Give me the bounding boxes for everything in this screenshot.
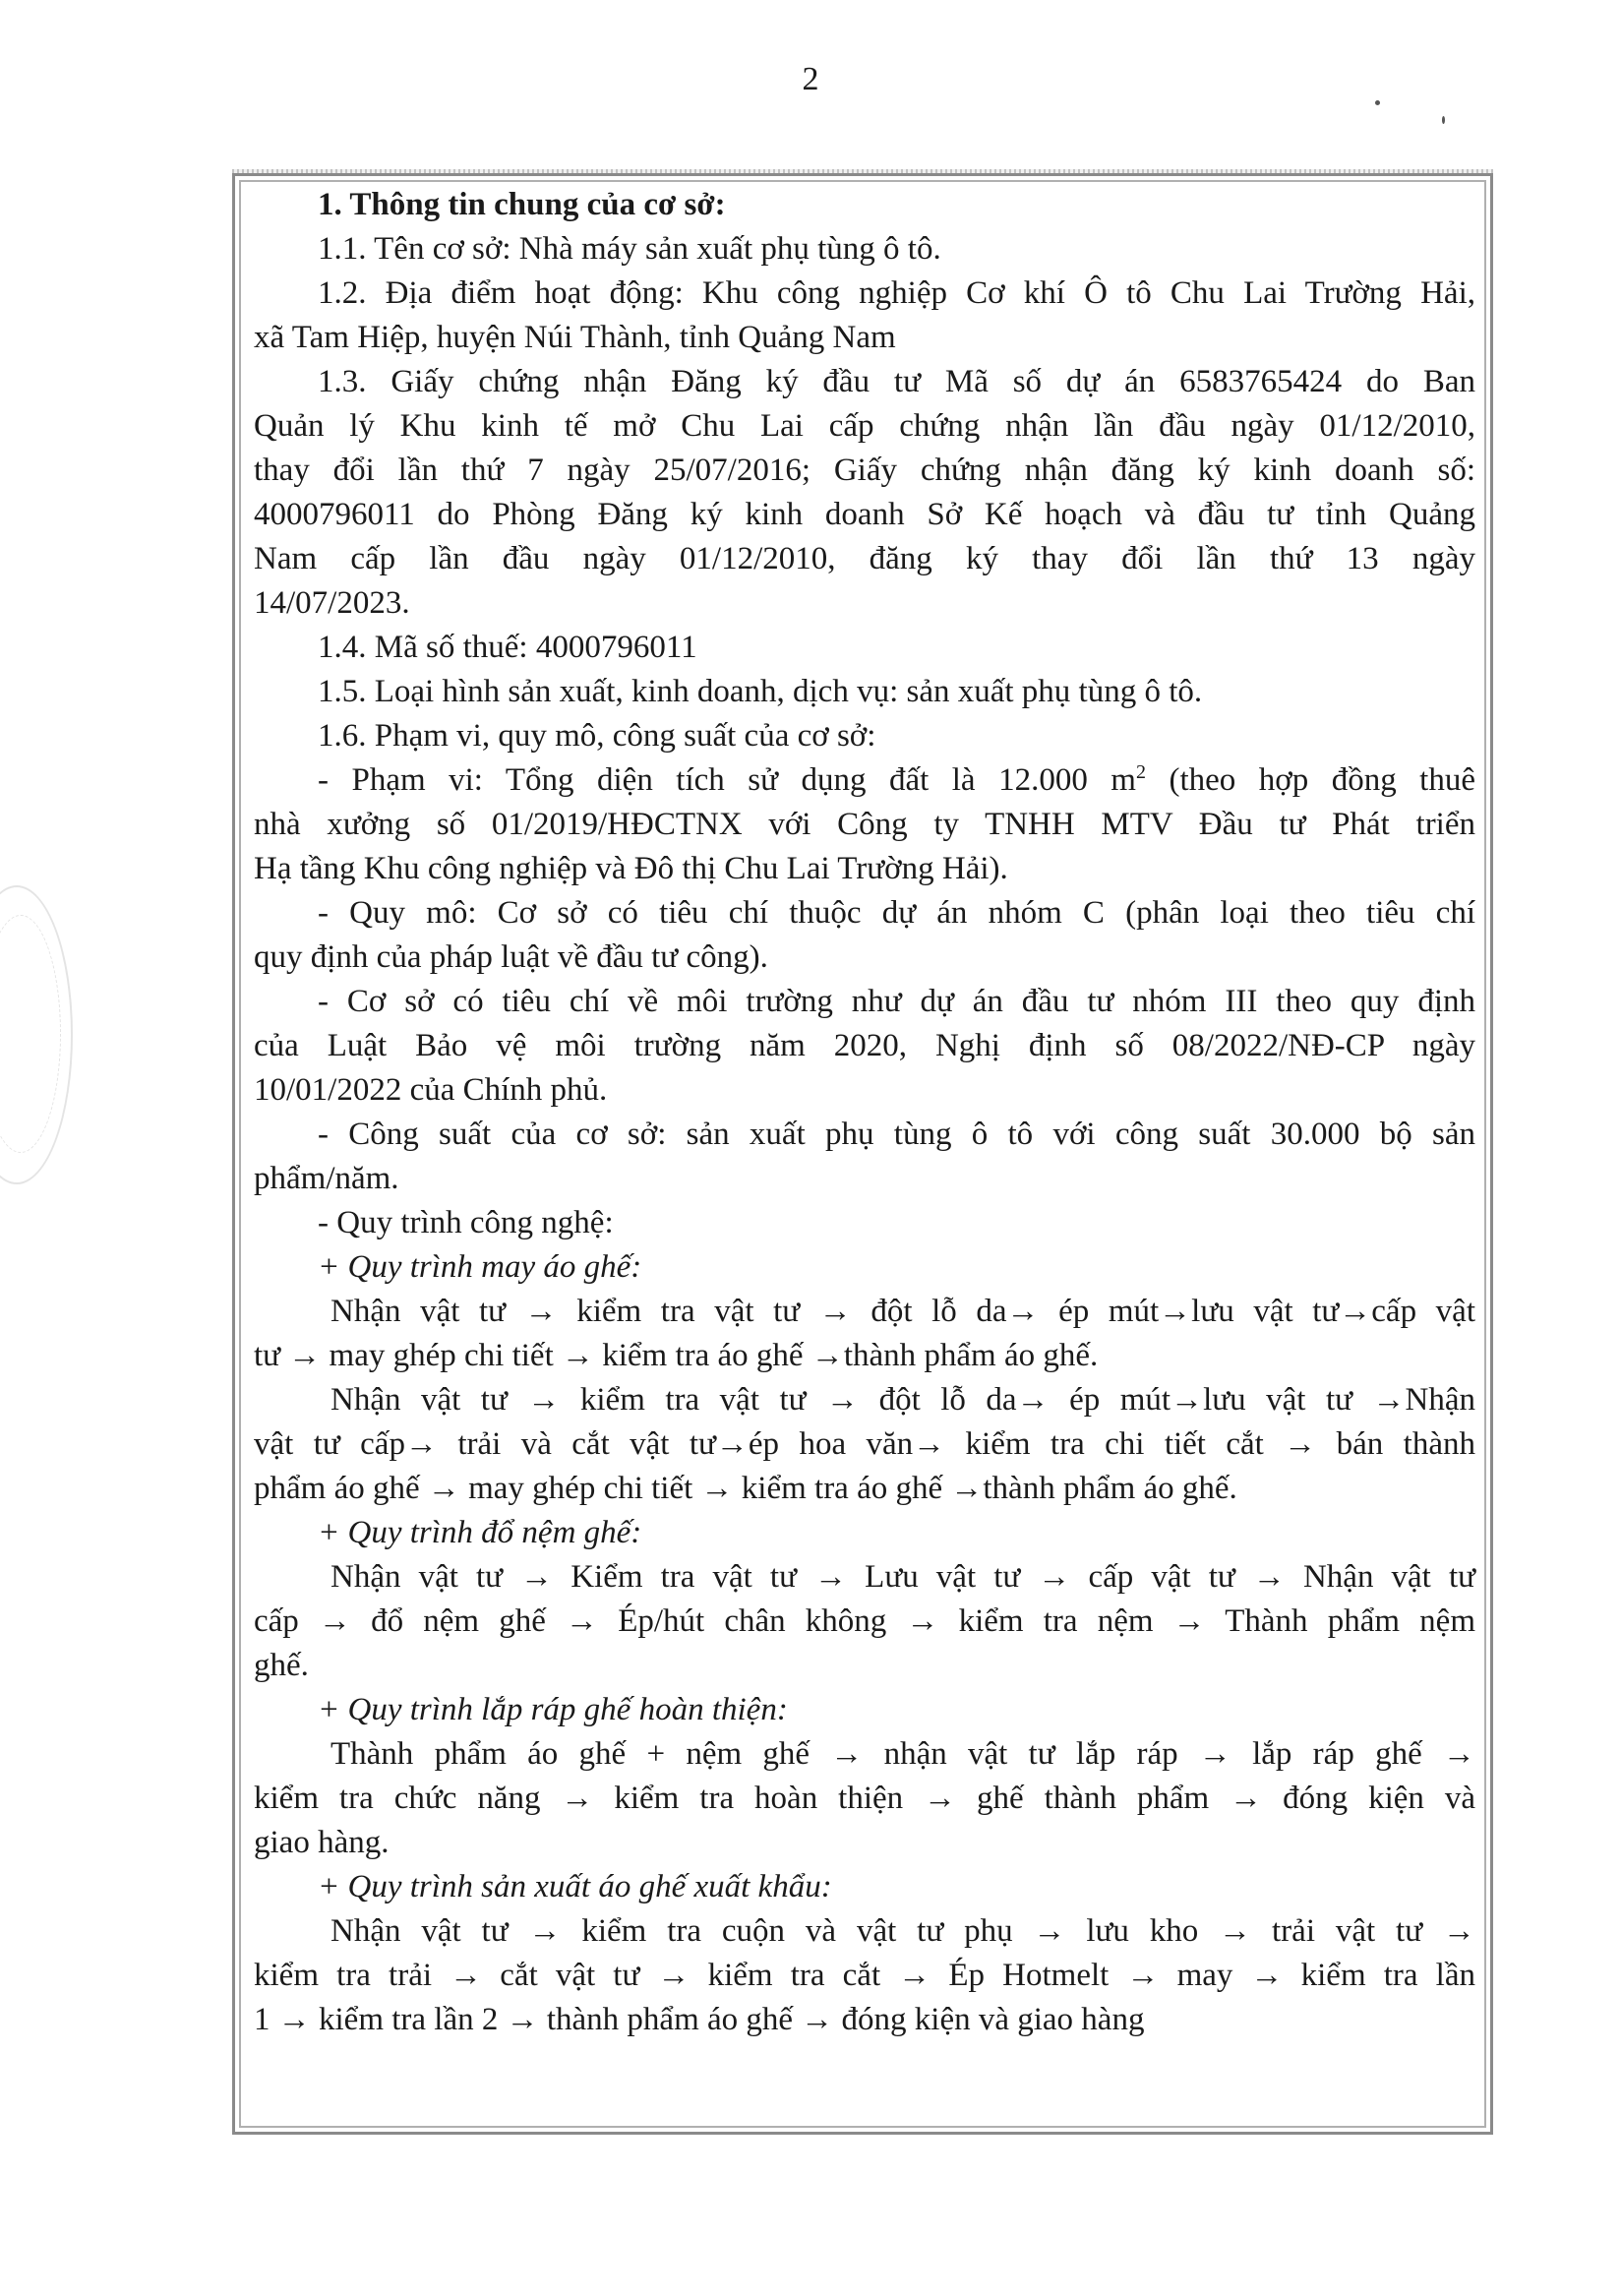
scan-speck: [1375, 100, 1380, 105]
text-line: phẩm áo ghế → may ghép chi tiết → kiểm tra áo ghế →thành phẩm áo ghế.: [254, 1471, 1237, 1506]
text-line: phẩm/năm.: [254, 1161, 399, 1196]
scan-speck: [1442, 116, 1445, 124]
text-line: Hạ tầng Khu công nghiệp và Đô thị Chu Lai Trường Hải).: [254, 851, 1008, 886]
text-line: của Luật Bảo vệ môi trường năm 2020, Nghị định số 08/2022/NĐ-CP ngày: [254, 1028, 1475, 1063]
scope-superscript: 2: [1135, 761, 1146, 783]
text-line: + Quy trình lắp ráp ghế hoàn thiện:: [318, 1692, 788, 1727]
text-line: vật tư cấp→ trải và cắt vật tư→ép hoa văn→ kiểm tra chi tiết cắt → bán thành: [254, 1426, 1475, 1462]
text-line: giao hàng.: [254, 1825, 390, 1860]
text-line: 10/01/2022 của Chính phủ.: [254, 1072, 608, 1108]
text-line: 1.2. Địa điểm hoạt động: Khu công nghiệp Cơ khí Ô tô Chu Lai Trường Hải,: [318, 275, 1475, 311]
text-line: tư → may ghép chi tiết → kiểm tra áo ghế →thành phẩm áo ghế.: [254, 1338, 1099, 1373]
text-line: 1.4. Mã số thuế: 4000796011: [318, 630, 697, 665]
text-line: Nhận vật tư → kiểm tra vật tư → đột lỗ da→ ép mút→lưu vật tư→cấp vật: [330, 1294, 1475, 1329]
section-heading: 1. Thông tin chung của cơ sở:: [318, 187, 726, 222]
text-line: 14/07/2023.: [254, 585, 410, 621]
text-line: Nhận vật tư → kiểm tra cuộn và vật tư phụ → lưu kho → trải vật tư →: [330, 1913, 1475, 1949]
text-line: nhà xưởng số 01/2019/HĐCTNX với Công ty TNHH MTV Đầu tư Phát triển: [254, 807, 1475, 842]
text-line: - Quy mô: Cơ sở có tiêu chí thuộc dự án nhóm C (phân loại theo tiêu chí: [318, 895, 1475, 931]
text-line: + Quy trình may áo ghế:: [318, 1249, 642, 1285]
document-body: [254, 183, 1475, 2042]
text-line: 1.3. Giấy chứng nhận Đăng ký đầu tư Mã số dự án 6583765424 do Ban: [318, 364, 1475, 399]
text-line: Nhận vật tư → Kiểm tra vật tư → Lưu vật tư → cấp vật tư → Nhận vật tư: [330, 1559, 1475, 1595]
text-line: xã Tam Hiệp, huyện Núi Thành, tỉnh Quảng Nam: [254, 320, 896, 355]
process-block: [254, 803, 1475, 2042]
text-line: - Quy trình công nghệ:: [318, 1205, 614, 1240]
scope-text: - Phạm vi: Tổng diện tích sử dụng đất là 12.000 m: [318, 762, 1136, 798]
text-line: kiểm tra chức năng → kiểm tra hoàn thiện → ghế thành phẩm → đóng kiện và: [254, 1781, 1475, 1816]
text-line: Nam cấp lần đầu ngày 01/12/2010, đăng ký thay đổi lần thứ 13 ngày: [254, 541, 1475, 576]
text-line: 1.5. Loại hình sản xuất, kinh doanh, dịch vụ: sản xuất phụ tùng ô tô.: [318, 674, 1203, 709]
text-line: ghế.: [254, 1648, 309, 1683]
text-line: 1.6. Phạm vi, quy mô, công suất của cơ sở:: [318, 718, 876, 754]
scope-line: [254, 758, 1475, 803]
scope-text-suffix: (theo hợp đồng thuê: [1145, 762, 1475, 798]
text-line: Nhận vật tư → kiểm tra vật tư → đột lỗ da→ ép mút→lưu vật tư →Nhận: [330, 1382, 1475, 1418]
text-line: cấp → đổ nệm ghế → Ép/hút chân không → kiểm tra nệm → Thành phẩm nệm: [254, 1603, 1475, 1639]
text-line: Quản lý Khu kinh tế mở Chu Lai cấp chứng nhận lần đầu ngày 01/12/2010,: [254, 408, 1475, 444]
text-line: 4000796011 do Phòng Đăng ký kinh doanh Sở Kế hoạch và đầu tư tỉnh Quảng: [254, 497, 1475, 532]
text-line: + Quy trình đổ nệm ghế:: [318, 1515, 642, 1550]
text-line: Thành phẩm áo ghế + nệm ghế → nhận vật tư lắp ráp → lắp ráp ghế →: [330, 1736, 1475, 1772]
text-line: 1 → kiểm tra lần 2 → thành phẩm áo ghế → đóng kiện và giao hàng: [254, 2002, 1145, 2037]
text-line: quy định của pháp luật về đầu tư công).: [254, 939, 768, 975]
text-line: - Cơ sở có tiêu chí về môi trường như dự án đầu tư nhóm III theo quy định: [318, 984, 1475, 1019]
text-line: + Quy trình sản xuất áo ghế xuất khẩu:: [318, 1869, 832, 1904]
text-line: - Công suất của cơ sở: sản xuất phụ tùng ô tô với công suất 30.000 bộ sản: [318, 1117, 1475, 1152]
text-line: thay đổi lần thứ 7 ngày 25/07/2016; Giấy chứng nhận đăng ký kinh doanh số:: [254, 453, 1475, 488]
info-block: [254, 227, 1475, 758]
text-line: kiểm tra trải → cắt vật tư → kiểm tra cắt → Ép Hotmelt → may → kiểm tra lần: [254, 1958, 1475, 1993]
text-line: 1.1. Tên cơ sở: Nhà máy sản xuất phụ tùng ô tô.: [318, 231, 941, 267]
page-number: 2: [802, 61, 819, 97]
